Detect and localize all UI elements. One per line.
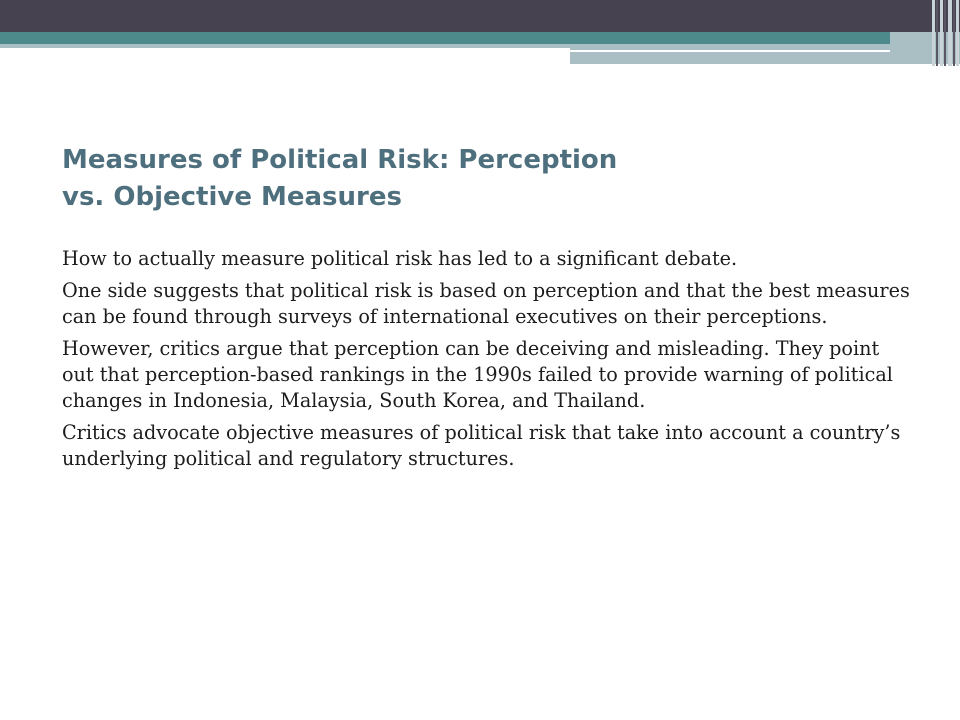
stripe bbox=[956, 0, 959, 66]
body-paragraph: How to actually measure political risk has led to a significant debate. bbox=[62, 247, 738, 270]
stripe bbox=[932, 0, 935, 66]
stripe bbox=[940, 0, 943, 66]
stripe bbox=[948, 0, 952, 66]
stripe bbox=[936, 0, 938, 66]
stripe bbox=[944, 0, 946, 66]
body-paragraph: Critics advocate objective measures of political risk that take into account a country’s underlying political and regulatory structures. bbox=[62, 421, 901, 470]
stripe bbox=[953, 0, 955, 66]
header-band-gray-left bbox=[0, 44, 570, 48]
slide-body bbox=[62, 246, 912, 478]
header-band-dark bbox=[0, 0, 960, 32]
header-band-teal bbox=[0, 32, 960, 44]
header-vertical-stripes bbox=[930, 0, 960, 66]
body-paragraph: One side suggests that political risk is based on perception and that the best measures can be found through surveys of international executives on their perceptions. bbox=[62, 279, 910, 328]
slide-title-line-2: vs. Objective Measures bbox=[62, 182, 402, 212]
header-band-gray-short bbox=[570, 60, 775, 64]
slide-title-line-1: Measures of Political Risk: Perception bbox=[62, 145, 618, 175]
slide-title bbox=[62, 142, 882, 216]
body-paragraph: However, critics argue that perception can be deceiving and misleading. They point out that perception-based rankings in the 1990s failed to provide warning of political changes in Indonesia, Malaysia, South Korea, and Thailand. bbox=[62, 337, 893, 412]
